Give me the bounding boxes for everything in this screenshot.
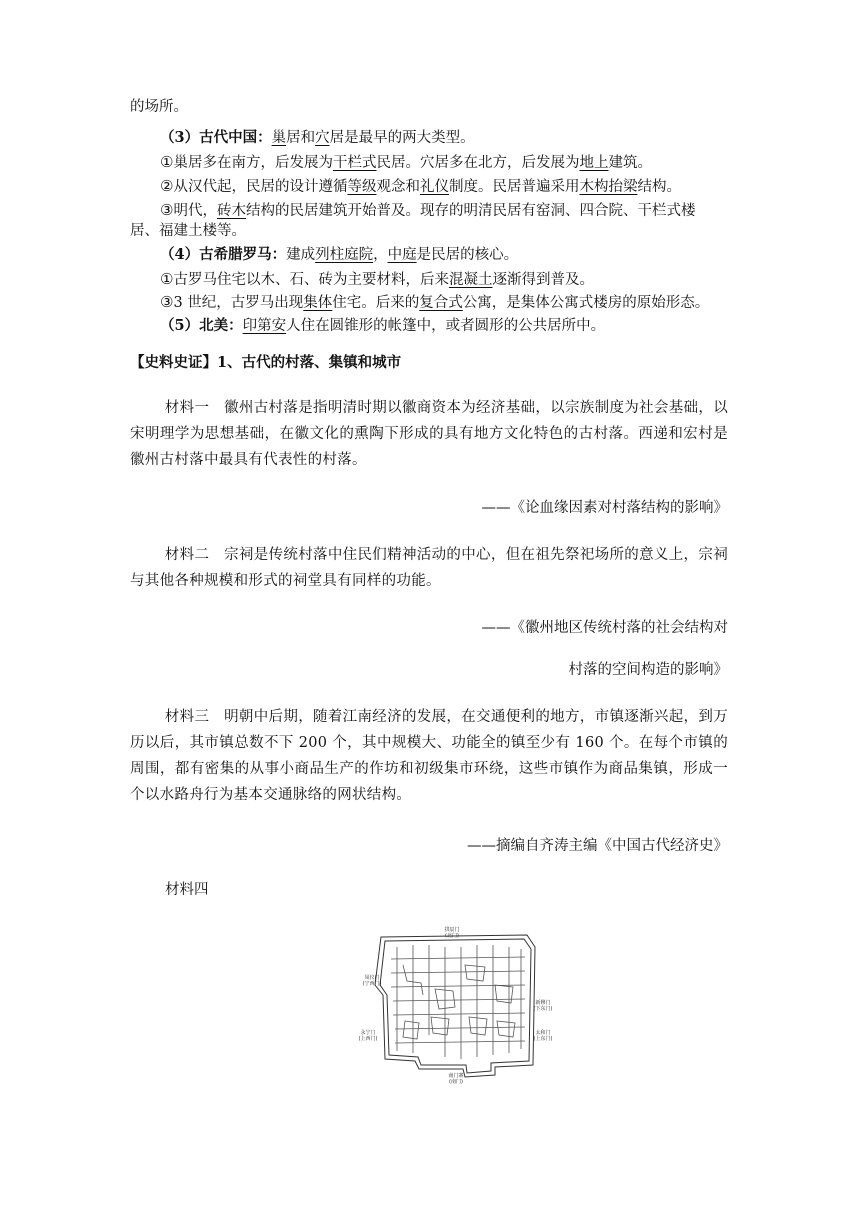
key-term: 巢	[271, 130, 287, 146]
text: 人住在圆锥形的帐篷中，或者圆形的公共居所中。	[286, 318, 606, 334]
circled-number: ③	[160, 293, 174, 311]
section-label: 古希腊罗马：	[199, 246, 287, 263]
circled-number: ③	[160, 201, 174, 219]
gate-west-label: 凤仪门 (宁西门)	[362, 975, 382, 987]
text: 建筑。	[608, 155, 652, 171]
key-term: 礼仪	[419, 179, 449, 195]
key-term: 复合式	[419, 295, 463, 311]
material-two-source-line1: ——《徽州地区传统村落的社会结构对	[481, 620, 728, 636]
item-number: （5）	[160, 317, 200, 334]
material-three: 材料三 明朝中后期，随着江南经济的发展，在交通便利的地方，市镇逐渐兴起，到万历以后，其市镇总数不下 200 个，其中规模大、功能全的镇至少有 160 个。在每个市镇的周围，都有密集的从事小商品生产的作坊和初级集市环绕，这些市镇作为商品集镇，形成一个以水路舟行为基本交通脉络的网状结构。	[130, 709, 728, 803]
gate-westgate-label: 永宁门 (上西门)	[358, 1030, 378, 1042]
key-term: 混凝土	[448, 272, 493, 288]
north-america-line	[160, 316, 605, 336]
gate-east2-label: 太和门 (上东门)	[533, 1030, 553, 1042]
key-term: 地上	[579, 155, 609, 171]
key-term: 印第安	[242, 318, 287, 334]
continuation-text: 的场所。	[130, 99, 188, 115]
ancient-china-heading	[160, 128, 475, 148]
key-term: 集体	[303, 295, 333, 311]
china-point-1	[160, 152, 652, 173]
text: 制度。民居普遍采用	[448, 179, 580, 195]
material-one: 材料一 徽州古村落是指明清时期以徽商资本为经济基础，以宗族制度为社会基础，以宋明理学为思想基础，在徽文化的熏陶下形成的具有地方文化特色的古村落。西递和宏村是徽州古村落中最具有代表性的村落。	[130, 400, 728, 468]
gate-east1-label: 新穆门 (下东门)	[533, 1000, 553, 1012]
china-point-2	[160, 176, 681, 197]
material-two: 材料二 宗祠是传统村落中住民们精神活动的中心，但在祖先祭祀场所的意义上，宗祠与其他各种规模和形式的祠堂具有同样的功能。	[130, 547, 728, 589]
material-two-source-line2: 村落的空间构造的影响》	[568, 662, 728, 678]
text: 住宅。后来的	[332, 295, 420, 311]
text: 明代，	[173, 203, 217, 219]
section-bracket: 【史料史证】	[130, 354, 217, 371]
greece-rome-heading	[160, 245, 518, 265]
circled-number: ②	[160, 177, 174, 195]
text: 公寓，是集体公寓式楼房的原始形态。	[462, 295, 710, 311]
gate-south-label: 南门寨 (南门)	[448, 1073, 464, 1085]
china-point-3-cont: 居、福建土楼等。	[130, 223, 246, 239]
text: 巢居多在南方，后发展为	[173, 155, 333, 171]
circled-number: ①	[160, 270, 174, 288]
street-grid	[391, 945, 525, 1059]
circled-number: ①	[160, 153, 174, 171]
key-term: 列柱庭院	[315, 247, 374, 263]
city-plan-map	[345, 925, 555, 1090]
text: 3 世纪，古罗马出现	[173, 295, 304, 311]
text: 逐渐得到普及。	[492, 272, 594, 288]
section-title: 1、古代的村落、集镇和城市	[217, 354, 402, 371]
text: 居是最早的两大类型。	[329, 130, 475, 146]
text: 民居。穴居多在北方，后发展为	[376, 155, 580, 171]
key-term: 干栏式	[332, 155, 377, 171]
china-point-3	[160, 200, 695, 221]
key-term: 中庭	[387, 247, 417, 263]
gate-north-label: 拱辰门 (北门)	[444, 927, 460, 939]
item-number: （3）	[160, 129, 200, 146]
city-plan-svg	[345, 925, 555, 1090]
material-one-source: ——《论血缘因素对村落结构的影响》	[481, 500, 728, 516]
section-heading	[130, 353, 401, 373]
key-term: 木构抬梁	[579, 179, 638, 195]
item-number: （4）	[160, 246, 200, 263]
rome-point-1	[160, 269, 594, 290]
material-four-label: 材料四	[165, 882, 209, 898]
key-term: 穴	[315, 130, 330, 146]
section-label: 古代中国：	[199, 129, 272, 146]
text: 是民居的核心。	[416, 247, 519, 263]
material-three-source: ——摘编自齐涛主编《中国古代经济史》	[467, 838, 728, 854]
text: 居和	[286, 130, 316, 146]
text: 结构。	[637, 179, 681, 195]
text: ，	[373, 247, 388, 263]
section-label: 北美：	[199, 317, 243, 334]
key-term: 等级	[347, 179, 377, 195]
key-term: 砖木	[216, 203, 246, 219]
rome-point-3	[160, 292, 709, 313]
text: 结构的民居建筑开始普及。现存的明清民居有窑洞、四合院、干栏式楼	[245, 203, 696, 219]
text: 观念和	[376, 179, 420, 195]
text: 从汉代起，民居的设计遵循	[173, 179, 348, 195]
text: 建成	[286, 247, 316, 263]
text: 古罗马住宅以木、石、砖为主要材料，后来	[173, 272, 449, 288]
